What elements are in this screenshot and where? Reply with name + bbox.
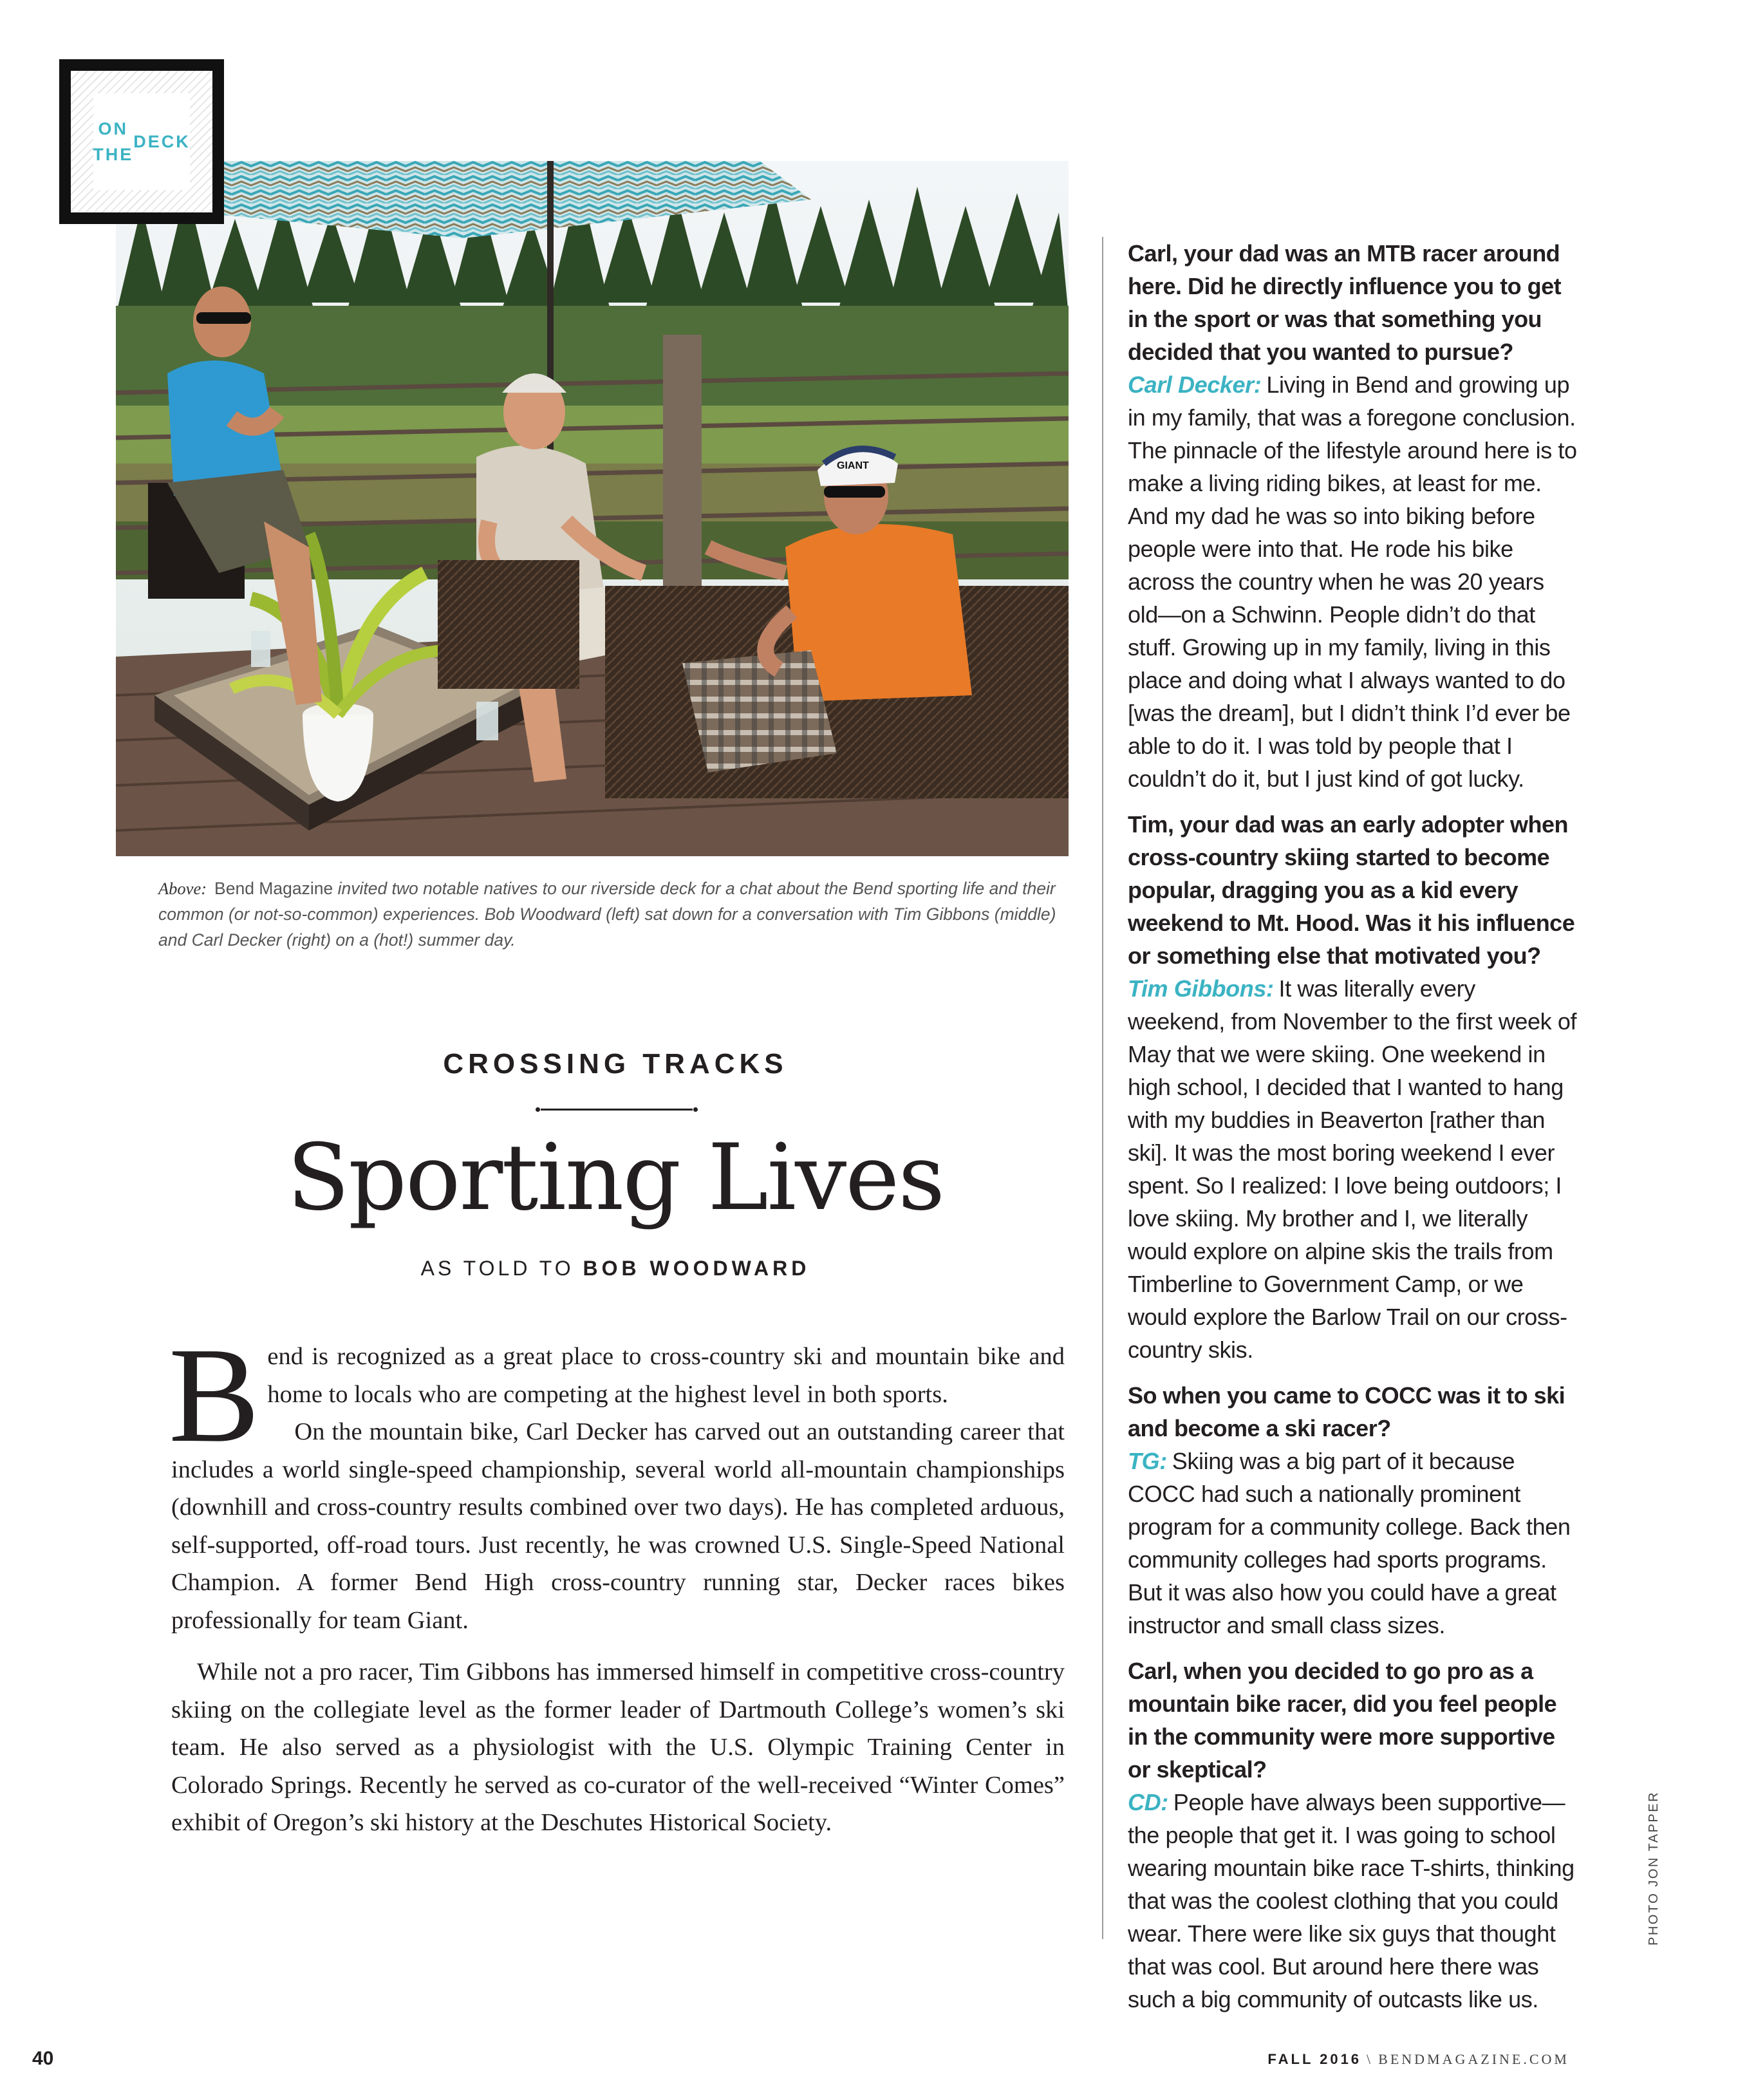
photo-caption — [158, 876, 1060, 953]
footer-site: BENDMAGAZINE.COM — [1378, 2051, 1569, 2067]
qa-answer — [1128, 1786, 1578, 2016]
wicker-chair-2 — [438, 560, 579, 689]
body-paragraph-2: While not a pro racer, Tim Gibbons has immersed himself in competitive cross-country skiing on the collegiate level as the former leader of Dartmouth College’s women’s ski team. He also served as a physiologist with the U.S. Olympic Training Center in Colorado Springs. Recently he served as co-curator of the well-received “Winter Comes” exhibit of Oregon’s ski history at the Deschutes Historical Society. — [171, 1658, 1065, 1836]
qa-speaker: TG: — [1128, 1448, 1167, 1474]
badge-line-1: ON THE — [93, 119, 134, 164]
qa-item — [1128, 1379, 1578, 1642]
article-body — [169, 1319, 1065, 1842]
qa-answer — [1128, 1445, 1578, 1642]
water-glass-2 — [251, 631, 270, 667]
qa-question: Carl, when you decided to go pro as a mountain bike racer, did you feel people in the community were more supportive or skeptical? — [1128, 1658, 1557, 1783]
badge-label — [93, 93, 190, 190]
kicker-divider — [541, 1109, 693, 1111]
page-footer — [1267, 2051, 1569, 2068]
article-title: Sporting Lives — [286, 1125, 944, 1231]
qa-question: Carl, your dad was an MTB racer around here. Did he directly influence you to get in the sport or was that something you decided that you wanted to pursue? — [1128, 240, 1562, 365]
byline-prefix: AS TOLD TO — [420, 1257, 574, 1280]
qa-answer-text: People have always been supportive—the people that get it. I was going to school wearing mountain bike race T-shirts, thinking that was the coolest clothing that you could wear. There were like six guys that thought that was cool. But around here there was such a big community of outcasts like us. — [1128, 1789, 1574, 2012]
photo-credit: PHOTO JON TAPPER — [1647, 1790, 1661, 1945]
qa-answer-text: Living in Bend and growing up in my family, that was a foregone conclusion. The pinnacle of the lifestyle around here is to make a living riding bikes, at least for me. And my dad he was so into biking before people were into that. He rode his bike across the country when he was 20 years old—on a Schwinn. People didn’t do that stuff. Growing up in my family, living in this place and doing what I always wanted to do [was the dream], but I didn’t think I’d ever be able to do it. I was told by people that I couldn’t do it, but I just kind of got lucky. — [1128, 371, 1577, 792]
byline — [158, 1257, 1072, 1280]
cap-logo: GIANT — [837, 460, 869, 471]
page-number: 40 — [32, 2048, 54, 2069]
section-badge — [59, 59, 224, 224]
column-divider — [1102, 237, 1103, 1939]
qa-answer — [1128, 972, 1578, 1366]
deck-photo — [116, 161, 1069, 856]
qa-answer-text: Skiing was a big part of it because COCC had such a nationally prominent program for a community college. Back then community colleges had sports programs. But it was also how you could have a great instructor and small class sizes. — [1128, 1448, 1571, 1638]
drop-cap: B — [169, 1319, 260, 1470]
qa-speaker: Tim Gibbons: — [1128, 975, 1274, 1002]
footer-issue: FALL 2016 — [1267, 2051, 1362, 2067]
footer-separator: \ — [1367, 2051, 1374, 2067]
qa-item — [1128, 808, 1578, 1366]
railing-post — [663, 335, 702, 592]
qa-column — [1128, 237, 1578, 2029]
caption-brand: Bend Magazine — [214, 879, 333, 898]
qa-speaker: CD: — [1128, 1789, 1168, 1815]
badge-pattern — [71, 71, 212, 212]
qa-answer-text: It was literally every weekend, from November to the first week of May that we were skiing. One weekend in high school, I decided that I wanted to hang with my buddies in Beaverton [rather than ski]. It was the most boring weekend I ever spent. So I realized: I love being outdoors; I love skiing. My brother and I, we literally would explore on alpine skis the trails from Timberline to Government Camp, or we would explore the Barlow Trail on our cross-country skis. — [1128, 975, 1577, 1363]
byline-author: BOB WOODWARD — [583, 1257, 810, 1280]
water-glass — [476, 702, 498, 740]
qa-item — [1128, 1655, 1578, 2016]
body-intro: end is recognized as a great place to cross-country ski and mountain bike and home to locals who are competing at the highest level in both sports. — [267, 1343, 1065, 1408]
qa-question: Tim, your dad was an early adopter when cross-country skiing started to become popular, dragging you as a kid every weekend to Mt. Hood. Was it his influence or something else that motivated you? — [1128, 811, 1575, 969]
caption-text: invited two notable natives to our riverside deck for a chat about the Bend sporting life and their common (or not-so-common) experiences. Bob Woodward (left) sat down for a conversation with Tim Gibbons (middle) and Carl Decker (right) on a (hot!) summer day. — [158, 879, 1056, 950]
body-paragraph-1b: On the mountain bike, Carl Decker has carved out an outstanding career that includes a world single-speed championship, several world all-mountain championships (downhill and cross-country results combined over two days). He has completed arduous, self-supported, off-road tours. Just recently, he was crowned U.S. Single-Speed National Champion. A former Bend High cross-country running star, Decker races bikes professionally for team Giant. — [171, 1418, 1065, 1634]
caption-lead: Above: — [158, 879, 207, 898]
qa-answer — [1128, 368, 1578, 795]
body-paragraph-1 — [169, 1319, 1065, 1470]
qa-question: So when you came to COCC was it to ski and become a ski racer? — [1128, 1382, 1565, 1441]
section-kicker: CROSSING TRACKS — [443, 1048, 788, 1080]
qa-speaker: Carl Decker: — [1128, 371, 1262, 398]
badge-line-2: DECK — [133, 132, 191, 151]
qa-item — [1128, 237, 1578, 795]
